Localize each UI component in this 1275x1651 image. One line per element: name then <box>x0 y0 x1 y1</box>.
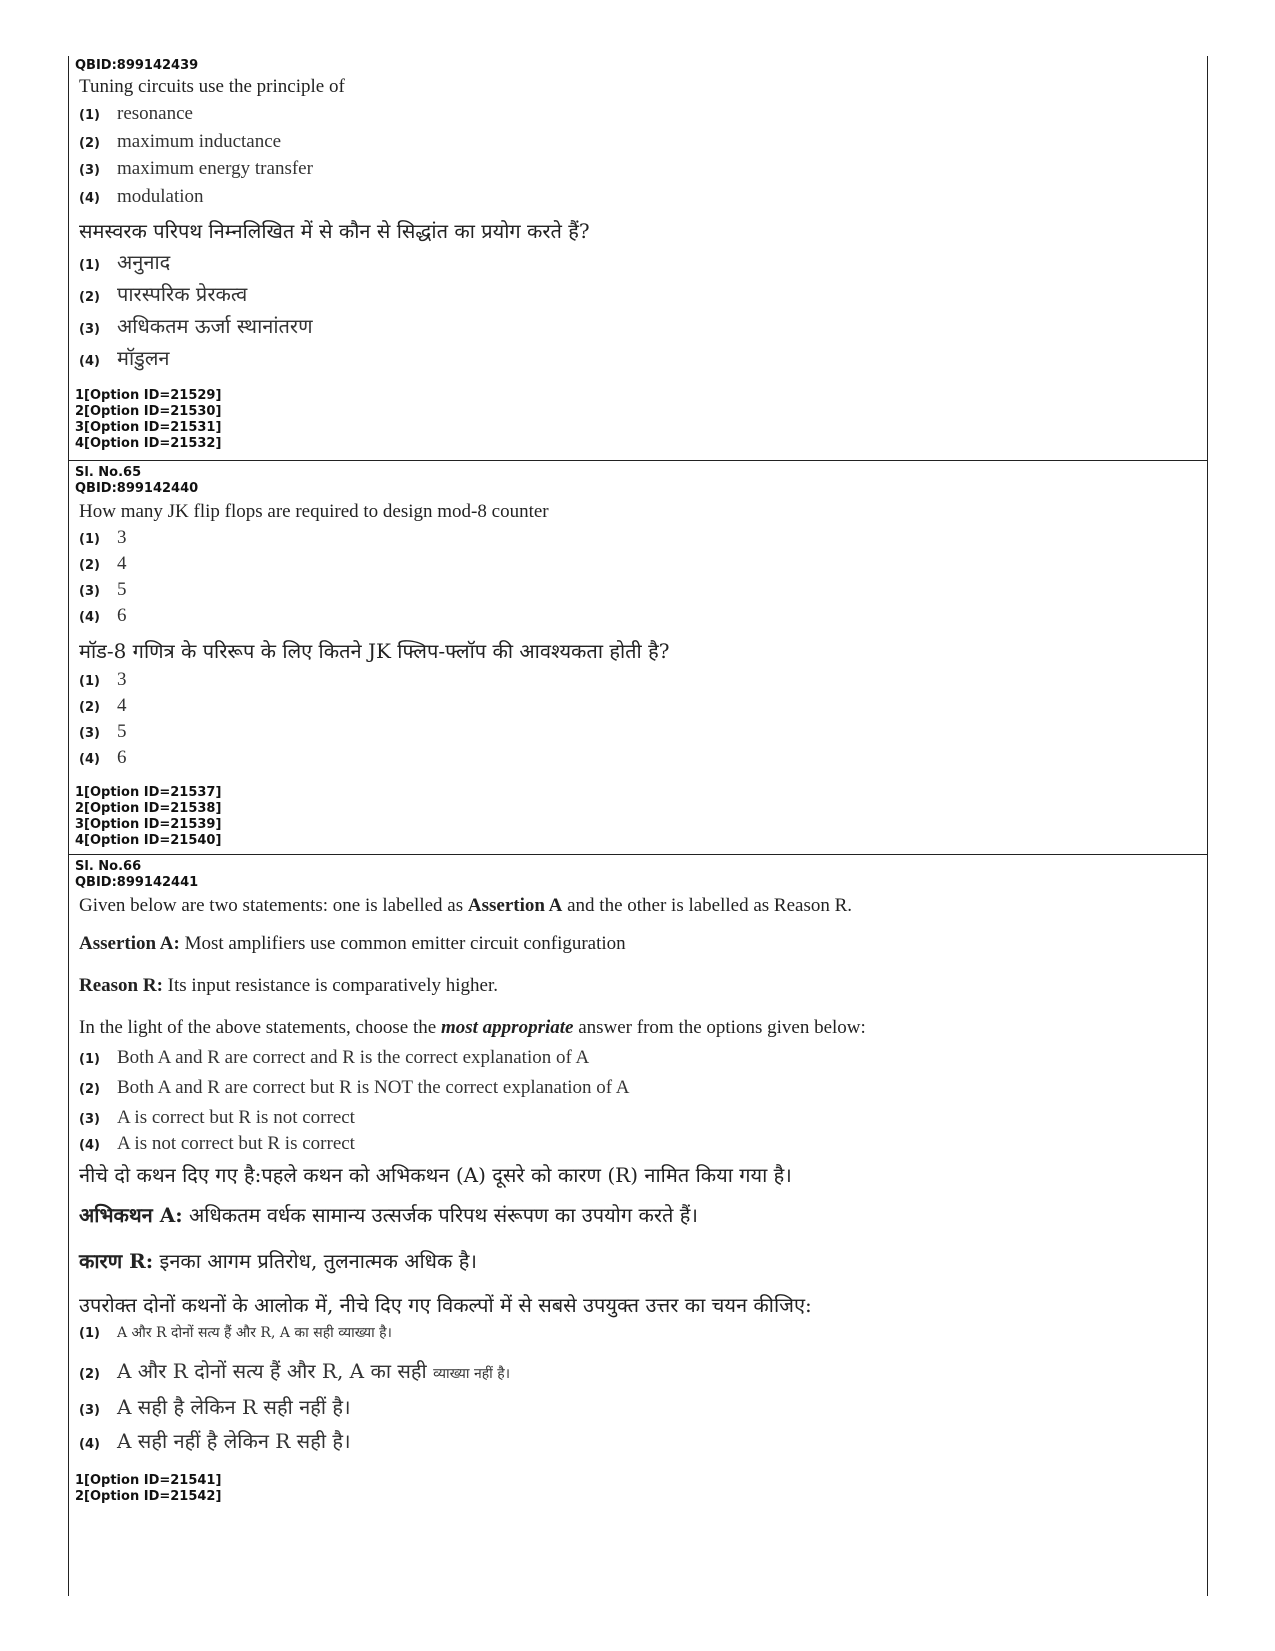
option-en-1: (1) 3 <box>79 527 127 548</box>
option-id-list <box>75 1473 1207 1505</box>
option-hi-1: (1) अनुनाद <box>79 250 171 274</box>
option-hi-3: (3) A सही है लेकिन R सही नहीं है। <box>79 1395 351 1419</box>
option-en-4: (4) modulation <box>79 186 204 207</box>
option-id-list <box>75 785 1207 849</box>
option-id: 1[Option ID=21537] <box>75 785 222 800</box>
option-hi-4: (4) A सही नहीं है लेकिन R सही है। <box>79 1429 351 1453</box>
option-hi-4: (4) मॉडुलन <box>79 346 170 370</box>
option-hi-3: (3) अधिकतम ऊर्जा स्थानांतरण <box>79 314 313 338</box>
option-hi-4: (4) 6 <box>79 747 127 768</box>
question-block-64 <box>69 56 1207 460</box>
assertion-hi: अभिकथन A: अधिकतम वर्धक सामान्य उत्सर्जक परिपथ संरूपण का उपयोग करते हैं। <box>79 1203 698 1227</box>
question-text-en: Tuning circuits use the principle of <box>79 76 345 97</box>
option-id: 2[Option ID=21530] <box>75 404 222 419</box>
question-text-en: How many JK flip flops are required to design mod-8 counter <box>79 501 549 522</box>
option-id: 3[Option ID=21539] <box>75 817 222 832</box>
option-id: 2[Option ID=21542] <box>75 1489 222 1504</box>
option-id: 4[Option ID=21540] <box>75 833 222 848</box>
option-id: 4[Option ID=21532] <box>75 436 222 451</box>
option-hi-1: (1) 3 <box>79 669 127 690</box>
option-en-4: (4) A is not correct but R is correct <box>79 1133 355 1154</box>
option-hi-2: (2) A और R दोनों सत्य हैं और R, A का सही व्याख्या नहीं है। <box>79 1359 511 1383</box>
option-id-list <box>75 388 1207 452</box>
question-block-66 <box>69 854 1207 1505</box>
question-paper-page <box>68 56 1208 1596</box>
question-intro-en: Given below are two statements: one is labelled as Assertion A and the other is labelled as Reason R. <box>79 895 853 916</box>
choose-instruction-en: In the light of the above statements, choose the most appropriate answer from the options given below: <box>79 1017 866 1038</box>
option-en-2: (2) maximum inductance <box>79 131 282 152</box>
option-en-4: (4) 6 <box>79 605 127 626</box>
assertion-en: Assertion A: Most amplifiers use common emitter circuit configuration <box>79 933 626 954</box>
option-en-2: (2) Both A and R are correct but R is NOT the correct explanation of A <box>79 1077 630 1098</box>
question-text-hi: मॉड-8 गणित्र के परिरूप के लिए कितने JK फ्लिप-फ्लॉप की आवश्यकता होती है? <box>79 639 670 663</box>
option-hi-2: (2) 4 <box>79 695 127 716</box>
serial-number: Sl. No.66 <box>75 859 142 874</box>
qbid: QBID:899142440 <box>75 481 199 496</box>
option-en-3: (3) A is correct but R is not correct <box>79 1107 355 1128</box>
reason-hi: कारण R: इनका आगम प्रतिरोध, तुलनात्मक अधिक है। <box>79 1249 477 1273</box>
choose-instruction-hi: उपरोक्त दोनों कथनों के आलोक में, नीचे दिए गए विकल्पों में से सबसे उपयुक्त उत्तर का चयन कीजिए: <box>79 1293 812 1317</box>
option-en-3: (3) 5 <box>79 579 127 600</box>
qbid: QBID:899142441 <box>75 875 199 890</box>
option-en-1: (1) resonance <box>79 103 193 124</box>
option-id: 1[Option ID=21541] <box>75 1473 222 1488</box>
qbid: QBID:899142439 <box>75 58 199 73</box>
option-id: 1[Option ID=21529] <box>75 388 222 403</box>
option-hi-3: (3) 5 <box>79 721 127 742</box>
option-id: 3[Option ID=21531] <box>75 420 222 435</box>
serial-number: Sl. No.65 <box>75 465 142 480</box>
option-hi-2: (2) पारस्परिक प्रेरकत्व <box>79 282 248 306</box>
option-hi-1: (1) A और R दोनों सत्य हैं और R, A का सही व्याख्या है। <box>79 1325 392 1341</box>
option-en-1: (1) Both A and R are correct and R is the correct explanation of A <box>79 1047 590 1068</box>
question-text-hi: समस्वरक परिपथ निम्नलिखित में से कौन से सिद्धांत का प्रयोग करते हैं? <box>79 219 590 243</box>
option-en-3: (3) maximum energy transfer <box>79 158 313 179</box>
option-en-2: (2) 4 <box>79 553 127 574</box>
reason-en: Reason R: Its input resistance is comparatively higher. <box>79 975 498 996</box>
option-id: 2[Option ID=21538] <box>75 801 222 816</box>
question-intro-hi: नीचे दो कथन दिए गए है:पहले कथन को अभिकथन (A) दूसरे को कारण (R) नामित किया गया है। <box>79 1163 792 1187</box>
question-block-65 <box>69 460 1207 854</box>
